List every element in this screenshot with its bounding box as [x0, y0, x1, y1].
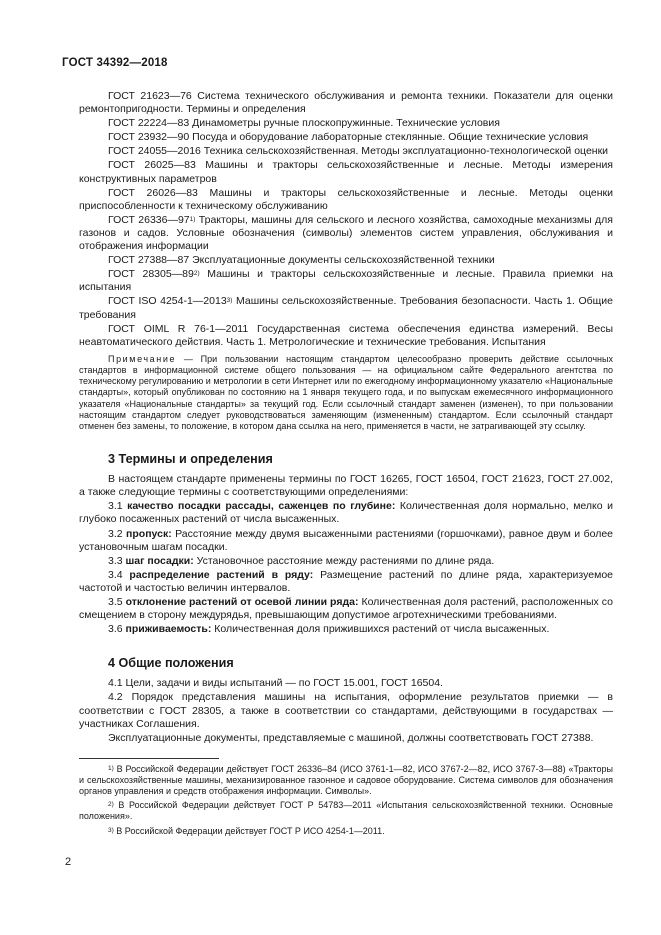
footnote-marker[interactable]: 2): [193, 270, 200, 278]
reference-code: ГОСТ ISO 4254-1—2013: [108, 295, 227, 308]
footnote: [79, 826, 613, 837]
footnote-mark: 1): [108, 765, 114, 772]
reference-code: ГОСТ 28305—89: [108, 268, 194, 281]
footnote-mark: 3): [108, 827, 114, 834]
footnote-text: В Российской Федерации действует ГОСТ 26336–84 (ИСО 3761-1—82, ИСО 3767-2—82, ИСО 3767-3—88) «Тракторы и сельскохозяйственные машины, механизированное газонное и садовое оборудование. Система символов для обозначения органов управления и средств отображения информации. Символы».: [79, 764, 613, 797]
term-name: распределение растений в ряду:: [129, 568, 314, 581]
term-definition: [79, 555, 613, 568]
term-definition: [79, 528, 613, 554]
footnote-text: В Российской Федерации действует ГОСТ Р 54783—2011 «Испытания сельскохозяйственной техники. Основные положения».: [79, 800, 613, 822]
reference-item: ГОСТ OIML R 76-1—2011 Государственная система обеспечения единства измерений. Весы неавтоматического действия. Часть 1. Метрологические и технические требования. Испытания: [79, 322, 613, 348]
section-4-paragraph: 4.1 Цели, задачи и виды испытаний — по ГОСТ 15.001, ГОСТ 16504.: [108, 677, 443, 690]
reference-title: Машины и тракторы сельскохозяйственные и лесные. Правила приемки на испытания: [79, 268, 613, 294]
term-text: Расстояние между двумя высаженными растениями (горшочками), равное двум и более установочным шагам посадки.: [79, 527, 614, 553]
reference-item: ГОСТ 23932—90 Посуда и оборудование лабораторные стеклянные. Общие технические условия: [108, 131, 589, 144]
term-definition: [79, 500, 613, 526]
term-number: 3.4: [108, 568, 130, 581]
footnote-marker[interactable]: 1): [189, 215, 196, 223]
normative-references-list: [79, 90, 613, 349]
reference-item: [79, 295, 613, 321]
reference-item: ГОСТ 24055—2016 Техника сельскохозяйственная. Методы эксплуатационно-технологической оценки: [108, 145, 609, 158]
page-number: 2: [65, 856, 72, 868]
term-name: отклонение растений от осевой линии ряда:: [125, 596, 359, 609]
reference-title: Тракторы, машины для сельского и лесного хозяйства, самоходные механизмы для газонов и садов. Условные обозначения (символы) элементов систем управления, обслуживания и отображения информации: [79, 213, 613, 253]
page-header-title: ГОСТ 34392—2018: [62, 57, 168, 69]
section-4-heading: 4 Общие положения: [108, 656, 234, 671]
term-number: 3.3: [108, 554, 126, 567]
reference-title: Машины сельскохозяйственные. Требования безопасности. Часть 1. Общие требования: [79, 295, 614, 321]
term-name: приживаемость:: [125, 623, 212, 636]
footnote-separator: [79, 758, 219, 759]
term-number: 3.6: [108, 623, 126, 636]
footnote-mark: 2): [108, 801, 114, 808]
term-name: качество посадки рассады, саженцев по глубине:: [127, 500, 396, 513]
footnote-text: В Российской Федерации действует ГОСТ Р ИСО 4254-1—2011.: [113, 826, 385, 836]
footnote: [79, 800, 613, 822]
term-text: Размещение растений по длине ряда, характеризуемое частотой и частостью величин интервалов.: [79, 568, 613, 594]
term-definition: [79, 569, 613, 595]
section-4-paragraph: Эксплуатационные документы, представляемые с машиной, должны соответствовать ГОСТ 27388.: [108, 731, 594, 744]
term-text: Установочное расстояние между растениями по длине ряда.: [193, 554, 495, 567]
reference-item: ГОСТ 26026—83 Машины и тракторы сельскохозяйственные и лесные. Методы оценки приспособленности к техническому обслуживанию: [79, 186, 613, 212]
term-text: Количественная доля прижившихся растений от числа высаженных.: [211, 623, 550, 636]
footnote: [79, 764, 613, 798]
term-number: 3.1: [108, 500, 128, 513]
note-text: — При пользовании настоящим стандартом целесообразно проверить действие ссылочных стандартов в информационной системе общего пользования — на официальном сайте Федерального агентства по техническому регулированию и метрологии в сети Интернет или по ежегодному информационному указателю «Национальные стандарты», который опубликован по состоянию на 1 января текущего года, и по выпускам ежемесячного информационного указателя «Национальные стандарты» за текущий год. Если ссылочный стандарт заменен (изменен), то при пользовании настоящим стандартом следует руководствоваться заменяющим (измененным) стандартом. Если ссылочный стандарт отменен без замены, то положение, в котором дана ссылка на него, применяется в части, не затрагивающей эту ссылку.: [79, 353, 613, 431]
term-number: 3.5: [108, 596, 126, 609]
term-name: шаг посадки:: [125, 554, 194, 567]
note-label: Примечание: [108, 353, 177, 364]
footnote-marker[interactable]: 3): [226, 297, 233, 305]
reference-item: ГОСТ 21623—76 Система технического обслуживания и ремонта техники. Показатели для оценки ремонтопригодности. Термины и определения: [79, 90, 613, 116]
term-definition: [79, 596, 613, 622]
term-definition: [79, 623, 613, 636]
reference-item: ГОСТ 26025—83 Машины и тракторы сельскохозяйственные и лесные. Методы измерения конструктивных параметров: [79, 159, 613, 185]
reference-item: ГОСТ 27388—87 Эксплуатационные документы сельскохозяйственной техники: [108, 254, 495, 267]
term-number: 3.2: [108, 527, 127, 540]
reference-item: [79, 268, 613, 294]
term-name: пропуск:: [126, 527, 172, 540]
reference-item: [79, 214, 613, 253]
main-content: [79, 90, 613, 746]
section-4-paragraph: 4.2 Порядок представления машины на испытания, оформление результатов приемки — в соответствии с ГОСТ 28305, а также в соответствии со стандартами, действующими в государствах — участниках Соглашения.: [79, 691, 613, 730]
reference-item: ГОСТ 22224—83 Динамометры ручные плоскопружинные. Технические условия: [108, 117, 500, 130]
note-paragraph: [79, 354, 613, 432]
term-text: Количественная доля растений, расположенных со смещением в сторону междурядья, превышающим допустимое агротехническими требованиями.: [79, 596, 613, 622]
term-text: Количественная доля нормально, мелко и глубоко посаженных растений от числа высаженных.: [79, 500, 613, 526]
reference-code: ГОСТ 26336—97: [108, 213, 190, 226]
section-3-intro: В настоящем стандарте применены термины по ГОСТ 16265, ГОСТ 16504, ГОСТ 21623, ГОСТ 27.002, а также следующие термины с соответствующими определениями:: [79, 473, 613, 499]
section-3-heading: 3 Термины и определения: [108, 452, 273, 467]
